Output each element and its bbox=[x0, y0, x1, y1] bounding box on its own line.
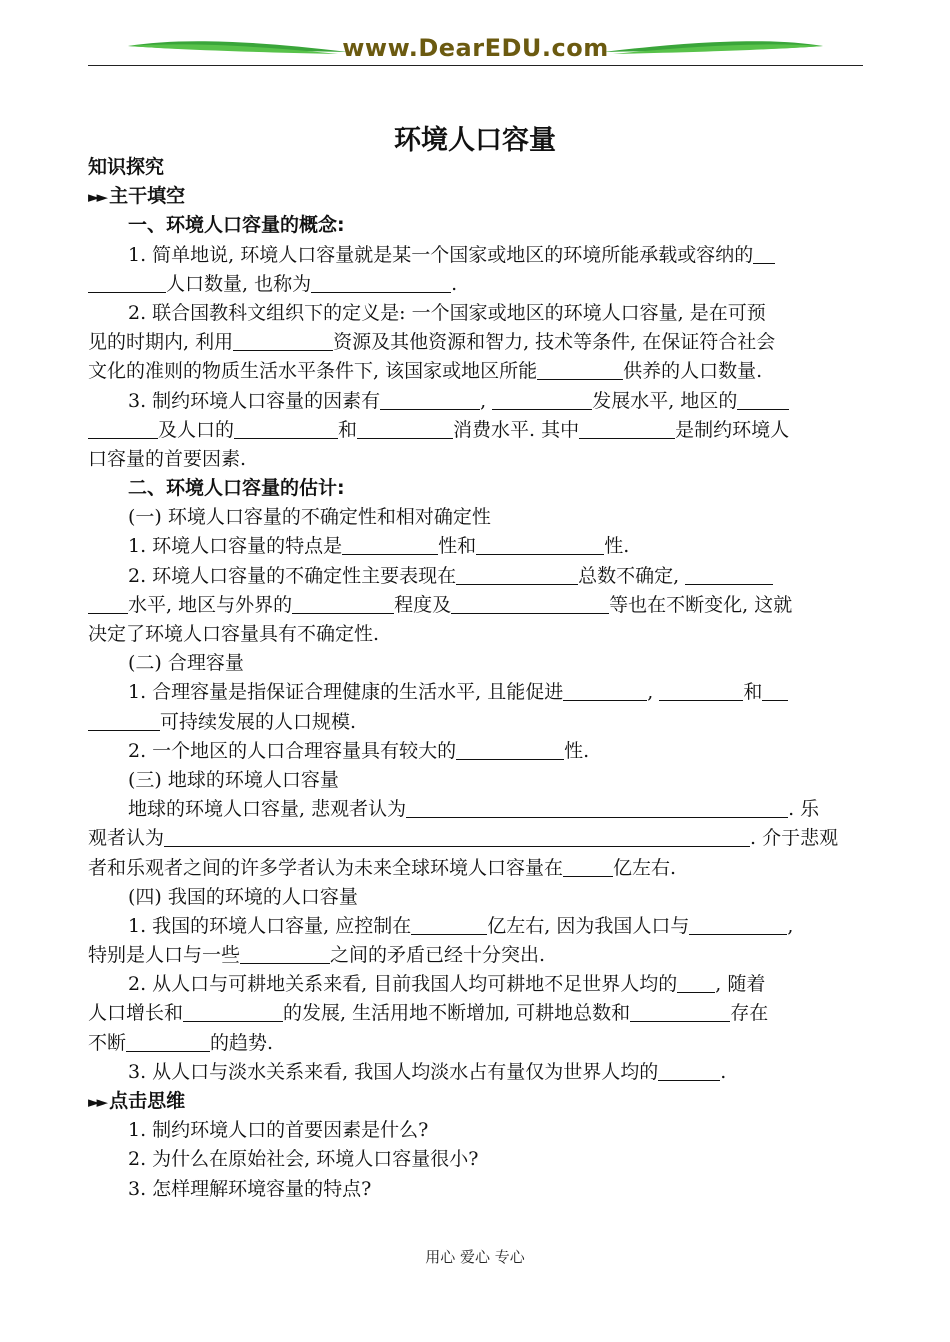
section-heading-knowledge: 知识探究 bbox=[88, 156, 165, 178]
text: , 随着 bbox=[715, 973, 766, 996]
text: 1. 合理容量是指保证合理健康的生活水平, 且能促进 bbox=[128, 681, 564, 704]
text: 程度及 bbox=[394, 593, 452, 616]
blank[interactable] bbox=[233, 330, 333, 351]
text: 的发展, 生活用地不断增加, 可耕地总数和 bbox=[283, 1002, 631, 1025]
blank[interactable] bbox=[456, 564, 578, 585]
text: 可持续发展的人口规模. bbox=[160, 710, 357, 733]
blank[interactable] bbox=[126, 1031, 210, 1052]
text: 性. bbox=[564, 739, 590, 762]
paragraph-line bbox=[88, 737, 863, 766]
blank[interactable] bbox=[492, 389, 592, 410]
blank[interactable] bbox=[88, 418, 158, 439]
section-label: 主干填空 bbox=[109, 185, 186, 208]
paragraph-line bbox=[88, 1029, 863, 1058]
site-logo-text: www.DearEDU.com bbox=[342, 34, 609, 62]
header-rule bbox=[88, 65, 863, 66]
blank[interactable] bbox=[183, 1001, 283, 1022]
text: 不断 bbox=[88, 1031, 127, 1054]
paragraph-line: 人口数量, 也称为 . bbox=[88, 270, 863, 299]
document-body bbox=[88, 153, 863, 1204]
text: 地球的环境人口容量, 悲观者认为 bbox=[128, 798, 407, 821]
paragraph-line bbox=[88, 795, 863, 824]
text: 1. 简单地说, 环境人口容量就是某一个国家或地区的环境所能承载或容纳的 bbox=[128, 243, 754, 266]
blank[interactable] bbox=[476, 534, 604, 555]
section-heading-fill bbox=[88, 182, 863, 211]
text: 性. bbox=[604, 535, 630, 558]
paragraph-line bbox=[88, 562, 863, 591]
question-item: 2. 为什么在原始社会, 环境人口容量很小? bbox=[128, 1148, 479, 1171]
paragraph-line bbox=[88, 416, 863, 445]
text: 是制约环境人 bbox=[675, 418, 790, 441]
blank[interactable] bbox=[685, 564, 773, 585]
blank[interactable] bbox=[677, 972, 715, 993]
paragraph-line: 2. 联合国教科文组织下的定义是: 一个国家或地区的环境人口容量, 是在可预 bbox=[128, 301, 766, 324]
text: 者和乐观者之间的许多学者认为未来全球环境人口容量在 bbox=[88, 856, 564, 879]
text: 消费水平. 其中 bbox=[453, 418, 580, 441]
question-item: 1. 制约环境人口的首要因素是什么? bbox=[128, 1119, 429, 1142]
subsection-heading: (三) 地球的环境人口容量 bbox=[128, 768, 339, 791]
paragraph-line: 口容量的首要因素. bbox=[88, 447, 247, 470]
paragraph-line bbox=[88, 708, 863, 737]
text: 之间的矛盾已经十分突出. bbox=[330, 944, 546, 967]
page-header bbox=[88, 30, 863, 70]
paragraph-line bbox=[88, 941, 863, 970]
paragraph-line bbox=[88, 591, 863, 620]
blank[interactable] bbox=[456, 739, 564, 760]
text: 1. 环境人口容量的特点是 bbox=[128, 535, 343, 558]
blank[interactable] bbox=[342, 534, 438, 555]
blank[interactable] bbox=[563, 680, 647, 701]
blank[interactable] bbox=[88, 272, 166, 293]
blank[interactable] bbox=[88, 710, 160, 731]
subsection-heading: (二) 合理容量 bbox=[128, 652, 244, 675]
paragraph-line bbox=[88, 854, 863, 883]
text: 3. 从人口与淡水关系来看, 我国人均淡水占有量仅为世界人均的 bbox=[128, 1060, 659, 1083]
paragraph-line bbox=[88, 241, 863, 270]
text: 亿左右, 因为我国人口与 bbox=[487, 914, 690, 937]
blank[interactable] bbox=[563, 856, 613, 877]
blank[interactable] bbox=[311, 272, 451, 293]
paragraph-line: 决定了环境人口容量具有不确定性. bbox=[88, 623, 380, 645]
text: 性和 bbox=[438, 535, 477, 558]
page-title: 环境人口容量 bbox=[394, 125, 556, 156]
paragraph-line bbox=[88, 532, 863, 561]
text: 3. 制约环境人口容量的因素有 bbox=[128, 389, 381, 412]
text: . 介于悲观 bbox=[750, 827, 839, 850]
text: 及人口的 bbox=[158, 418, 235, 441]
blank[interactable] bbox=[357, 418, 453, 439]
text: 供养的人口数量. bbox=[623, 360, 763, 383]
text: 特别是人口与一些 bbox=[88, 944, 241, 967]
blank[interactable] bbox=[240, 943, 330, 964]
blank[interactable] bbox=[537, 359, 623, 380]
blank[interactable] bbox=[737, 389, 789, 410]
blank[interactable] bbox=[451, 593, 609, 614]
paragraph-line bbox=[88, 824, 863, 853]
paragraph-line bbox=[88, 999, 863, 1028]
blank[interactable] bbox=[659, 680, 743, 701]
text: 等也在不断变化, 这就 bbox=[609, 593, 793, 616]
text: 人口数量, 也称为 bbox=[166, 272, 312, 295]
text: 观者认为 bbox=[88, 827, 165, 850]
blank[interactable] bbox=[411, 914, 487, 935]
blank[interactable] bbox=[234, 418, 338, 439]
paragraph-line: 1. 合理容量是指保证合理健康的生活水平, 且能促进 , 和 bbox=[88, 678, 863, 707]
part2-heading: 二、环境人口容量的估计: bbox=[128, 477, 345, 500]
paragraph-line: 1. 我国的环境人口容量, 应控制在 亿左右, 因为我国人口与 , bbox=[128, 914, 794, 937]
blank[interactable] bbox=[380, 389, 480, 410]
paragraph-line bbox=[88, 970, 863, 999]
page-footer: 用心 爱心 专心 bbox=[425, 1248, 525, 1266]
text: 资源及其他资源和智力, 技术等条件, 在保证符合社会 bbox=[333, 331, 776, 354]
text: 总数不确定, bbox=[578, 564, 680, 587]
text: 1. 我国的环境人口容量, 应控制在 bbox=[128, 914, 412, 937]
text: 2. 一个地区的人口合理容量具有较大的 bbox=[128, 739, 457, 762]
text: 的趋势. bbox=[210, 1031, 274, 1054]
blank[interactable] bbox=[292, 593, 394, 614]
blank[interactable] bbox=[406, 797, 788, 818]
blank[interactable] bbox=[579, 418, 675, 439]
blank[interactable] bbox=[689, 914, 787, 935]
text: 文化的准则的物质生活水平条件下, 该国家或地区所能 bbox=[88, 360, 538, 383]
text: 人口增长和 bbox=[88, 1002, 184, 1025]
blank[interactable] bbox=[753, 243, 775, 264]
text: 水平, 地区与外界的 bbox=[128, 593, 293, 616]
triangle-bullet-icon: ►► bbox=[88, 188, 106, 207]
section-heading-thinking bbox=[88, 1087, 863, 1116]
subsection-heading: (四) 我国的环境的人口容量 bbox=[128, 885, 358, 908]
blank[interactable] bbox=[762, 680, 788, 701]
text: 2. 从人口与可耕地关系来看, 目前我国人均可耕地不足世界人均的 bbox=[128, 973, 678, 996]
text: 和 bbox=[338, 418, 358, 441]
text: 和 bbox=[743, 681, 763, 704]
text: 2. 环境人口容量的不确定性主要表现在 bbox=[128, 564, 457, 587]
paragraph-line bbox=[88, 357, 863, 386]
text: 发展水平, 地区的 bbox=[592, 389, 738, 412]
blank[interactable] bbox=[630, 1001, 730, 1022]
text: 见的时期内, 利用 bbox=[88, 331, 234, 354]
blank[interactable] bbox=[88, 593, 128, 614]
blank[interactable] bbox=[164, 826, 750, 847]
subsection-heading: (一) 环境人口容量的不确定性和相对确定性 bbox=[128, 506, 491, 529]
paragraph-line bbox=[88, 328, 863, 357]
text: . 乐 bbox=[788, 798, 820, 821]
paragraph-line: 3. 制约环境人口容量的因素有 , 发展水平, 地区的 bbox=[88, 387, 863, 416]
text: 存在 bbox=[730, 1002, 769, 1025]
question-item: 3. 怎样理解环境容量的特点? bbox=[128, 1177, 372, 1200]
paragraph-line: 3. 从人口与淡水关系来看, 我国人均淡水占有量仅为世界人均的 . bbox=[128, 1060, 727, 1083]
part1-heading: 一、环境人口容量的概念: bbox=[128, 214, 345, 237]
blank[interactable] bbox=[658, 1060, 720, 1081]
text: 亿左右. bbox=[613, 856, 677, 879]
triangle-bullet-icon: ►► bbox=[88, 1093, 106, 1111]
section-label: 点击思维 bbox=[109, 1090, 186, 1112]
